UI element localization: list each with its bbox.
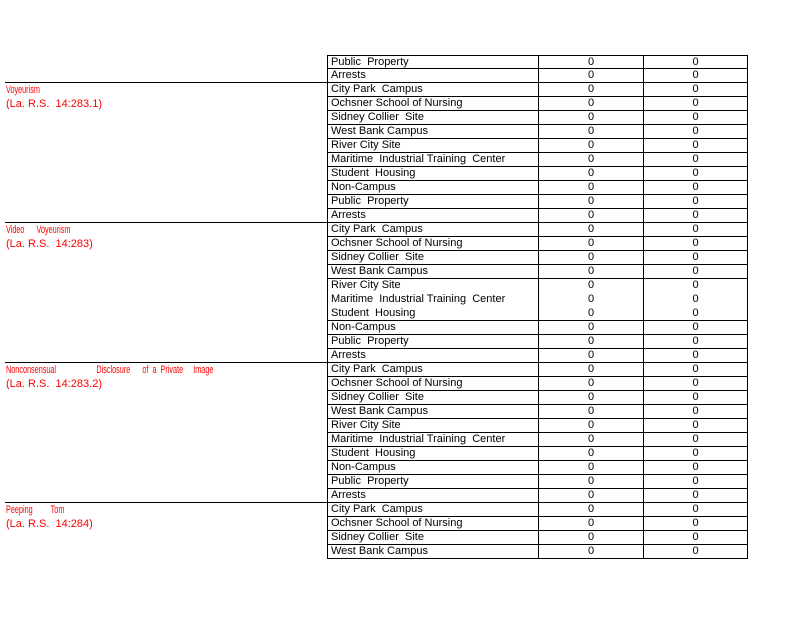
value-cell: 0 [538, 503, 643, 517]
value-cell: 0 [643, 153, 748, 167]
value-cell: 0 [643, 265, 748, 279]
location-cell: Ochsner School of Nursing [327, 237, 538, 251]
value-cell: 0 [643, 279, 748, 293]
location-cell: West Bank Campus [327, 405, 538, 419]
value-cell: 0 [643, 111, 748, 125]
location-cell: Arrests [327, 209, 538, 223]
value-cell: 0 [643, 503, 748, 517]
value-cell: 0 [643, 55, 748, 69]
location-cell: West Bank Campus [327, 125, 538, 139]
value-cell: 0 [643, 125, 748, 139]
value-cell: 0 [643, 167, 748, 181]
value-cell: 0 [643, 335, 748, 349]
offense-name-line [6, 223, 327, 237]
location-cell: Sidney Collier Site [327, 391, 538, 405]
offense-name: Voyeurism [6, 84, 40, 96]
value-cell: 0 [538, 433, 643, 447]
value-cell: 0 [538, 545, 643, 559]
value-cell: 0 [538, 181, 643, 195]
value-cell: 0 [538, 293, 643, 307]
value-cell: 0 [538, 69, 643, 83]
value-cell: 0 [643, 195, 748, 209]
value-cell: 0 [643, 405, 748, 419]
location-cell: West Bank Campus [327, 545, 538, 559]
offense-statute: (La. R.S. 14:283.2) [6, 378, 102, 390]
offense-name-line [6, 83, 327, 97]
location-cell: Arrests [327, 489, 538, 503]
location-cell: Maritime Industrial Training Center [327, 293, 538, 307]
location-cell: City Park Campus [327, 83, 538, 97]
location-cell: Non-Campus [327, 321, 538, 335]
value-cell: 0 [538, 237, 643, 251]
location-cell: City Park Campus [327, 363, 538, 377]
value-cell: 0 [538, 391, 643, 405]
value-cell: 0 [643, 475, 748, 489]
value-cell: 0 [538, 489, 643, 503]
offense-name: Peeping Tom [6, 504, 65, 516]
value-cell: 0 [643, 391, 748, 405]
value-cell: 0 [643, 447, 748, 461]
offense-name-line [6, 503, 327, 517]
value-cell: 0 [643, 307, 748, 321]
value-cell: 0 [538, 125, 643, 139]
value-cell: 0 [538, 195, 643, 209]
value-cell: 0 [643, 97, 748, 111]
location-cell: Public Property [327, 55, 538, 69]
location-cell: Public Property [327, 475, 538, 489]
location-cell: Sidney Collier Site [327, 251, 538, 265]
location-cell: Public Property [327, 195, 538, 209]
value-cell: 0 [538, 307, 643, 321]
location-cell: Ochsner School of Nursing [327, 377, 538, 391]
value-cell: 0 [538, 321, 643, 335]
value-cell: 0 [643, 139, 748, 153]
value-cell: 0 [538, 83, 643, 97]
value-cell: 0 [538, 377, 643, 391]
value-cell: 0 [538, 279, 643, 293]
value-cell: 0 [538, 405, 643, 419]
value-cell: 0 [538, 265, 643, 279]
value-cell: 0 [643, 433, 748, 447]
value-cell: 0 [538, 223, 643, 237]
value-cell: 0 [538, 447, 643, 461]
value-cell: 0 [538, 55, 643, 69]
value-cell: 0 [643, 363, 748, 377]
offense-cell [5, 223, 327, 363]
location-cell: Student Housing [327, 167, 538, 181]
value-cell: 0 [538, 349, 643, 363]
value-cell: 0 [643, 531, 748, 545]
value-cell: 0 [643, 237, 748, 251]
value-cell: 0 [538, 111, 643, 125]
value-cell: 0 [643, 209, 748, 223]
value-cell: 0 [643, 83, 748, 97]
offense-name: Video Voyeurism [6, 224, 71, 236]
offense-cell [5, 503, 327, 559]
location-cell: River City Site [327, 419, 538, 433]
value-cell: 0 [538, 153, 643, 167]
value-cell: 0 [538, 139, 643, 153]
location-cell: Arrests [327, 69, 538, 83]
location-cell: Non-Campus [327, 181, 538, 195]
value-cell: 0 [538, 335, 643, 349]
location-cell: River City Site [327, 279, 538, 293]
value-cell: 0 [643, 251, 748, 265]
value-cell: 0 [538, 419, 643, 433]
offense-cell [5, 363, 327, 503]
location-cell: Maritime Industrial Training Center [327, 153, 538, 167]
location-cell: Maritime Industrial Training Center [327, 433, 538, 447]
offense-statute: (La. R.S. 14:284) [6, 518, 93, 530]
value-cell: 0 [538, 209, 643, 223]
location-cell: City Park Campus [327, 223, 538, 237]
location-cell: Student Housing [327, 307, 538, 321]
offense-cell [5, 55, 327, 83]
value-cell: 0 [643, 223, 748, 237]
value-cell: 0 [538, 517, 643, 531]
value-cell: 0 [643, 517, 748, 531]
location-cell: Sidney Collier Site [327, 111, 538, 125]
location-cell: River City Site [327, 139, 538, 153]
location-cell: Public Property [327, 335, 538, 349]
value-cell: 0 [538, 531, 643, 545]
crime-statistics-table [5, 55, 748, 559]
value-cell: 0 [538, 363, 643, 377]
value-cell: 0 [643, 489, 748, 503]
value-cell: 0 [643, 69, 748, 83]
offense-statute: (La. R.S. 14:283) [6, 238, 93, 250]
location-cell: West Bank Campus [327, 265, 538, 279]
value-cell: 0 [643, 349, 748, 363]
value-cell: 0 [538, 97, 643, 111]
value-cell: 0 [643, 293, 748, 307]
offense-name-line [6, 363, 327, 377]
location-cell: Non-Campus [327, 461, 538, 475]
location-cell: Sidney Collier Site [327, 531, 538, 545]
offense-statute: (La. R.S. 14:283.1) [6, 98, 102, 110]
value-cell: 0 [643, 377, 748, 391]
location-cell: Ochsner School of Nursing [327, 97, 538, 111]
value-cell: 0 [643, 545, 748, 559]
value-cell: 0 [538, 461, 643, 475]
location-cell: Student Housing [327, 447, 538, 461]
value-cell: 0 [538, 167, 643, 181]
offense-cell [5, 83, 327, 223]
value-cell: 0 [538, 475, 643, 489]
value-cell: 0 [643, 461, 748, 475]
location-cell: City Park Campus [327, 503, 538, 517]
value-cell: 0 [643, 181, 748, 195]
offense-name: Nonconsensual Disclosure of a Private Image [6, 364, 214, 376]
location-cell: Arrests [327, 349, 538, 363]
value-cell: 0 [643, 419, 748, 433]
location-cell: Ochsner School of Nursing [327, 517, 538, 531]
value-cell: 0 [538, 251, 643, 265]
value-cell: 0 [643, 321, 748, 335]
